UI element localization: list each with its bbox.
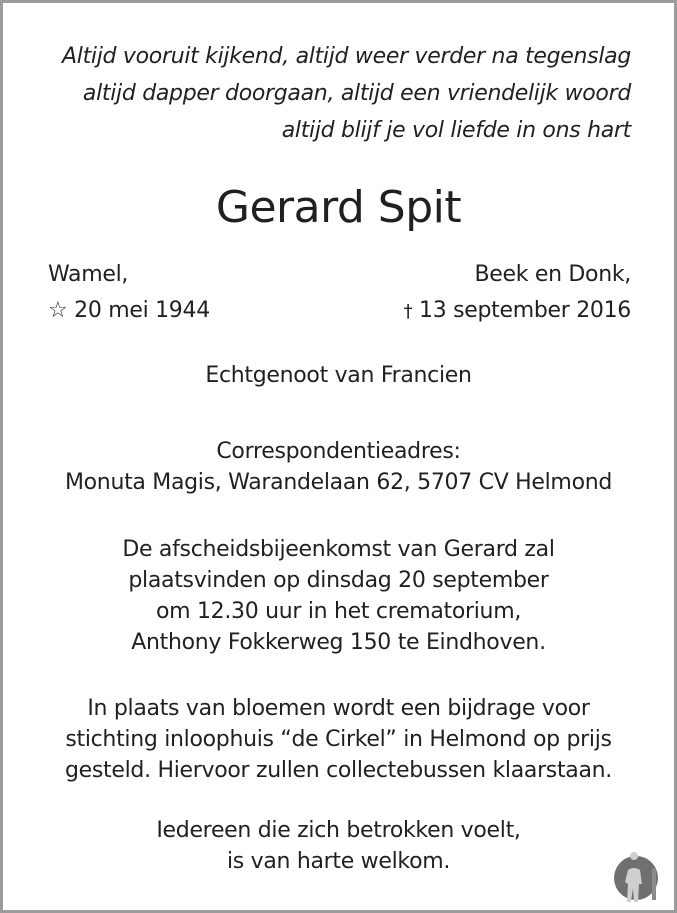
ceremony-line: plaatsvinden op dinsdag 20 september — [128, 568, 549, 593]
welcome-line: is van harte welkom. — [226, 849, 451, 874]
poem-line: altijd dapper doorgaan, altijd een vriendelijk woord — [82, 81, 631, 106]
deceased-name: Gerard Spit — [215, 182, 462, 233]
death-date-group — [404, 298, 631, 323]
places-row — [48, 262, 631, 287]
welcome-info — [0, 815, 677, 877]
welcome-line: Iedereen die zich betrokken voelt, — [156, 818, 521, 843]
correspondence-address: Monuta Magis, Warandelaan 62, 5707 CV Helmond — [64, 470, 613, 495]
ceremony-line: om 12.30 uur in het crematorium, — [155, 599, 522, 624]
poem-line: Altijd vooruit kijkend, altijd weer verder na tegenslag — [62, 44, 631, 69]
publisher-logo-icon — [612, 848, 672, 908]
correspondence-label: Correspondentieadres: — [216, 439, 461, 464]
correspondence — [0, 436, 677, 498]
relation: Echtgenoot van Francien — [205, 363, 472, 388]
death-place: Beek en Donk, — [474, 262, 631, 287]
cross-icon: † — [403, 301, 413, 322]
flowers-line: In plaats van bloemen wordt een bijdrage voor — [87, 696, 590, 721]
flowers-line: stichting inloophuis “de Cirkel” in Helmond op prijs — [65, 727, 612, 752]
ceremony-info — [0, 534, 677, 658]
ceremony-line: De afscheidsbijeenkomst van Gerard zal — [122, 537, 555, 562]
birth-date: 20 mei 1944 — [74, 298, 210, 323]
death-date: 13 september 2016 — [419, 298, 631, 323]
dates-row — [48, 298, 631, 323]
birth-place: Wamel, — [48, 262, 129, 287]
ceremony-line: Anthony Fokkerweg 150 te Eindhoven. — [131, 630, 546, 655]
poem — [62, 38, 631, 149]
flowers-info — [0, 693, 677, 786]
birth-date-group — [48, 298, 210, 323]
poem-line: altijd blijf je vol liefde in ons hart — [281, 118, 631, 143]
flowers-line: gesteld. Hiervoor zullen collectebussen klaarstaan. — [64, 758, 612, 783]
star-icon: ☆ — [48, 298, 68, 323]
